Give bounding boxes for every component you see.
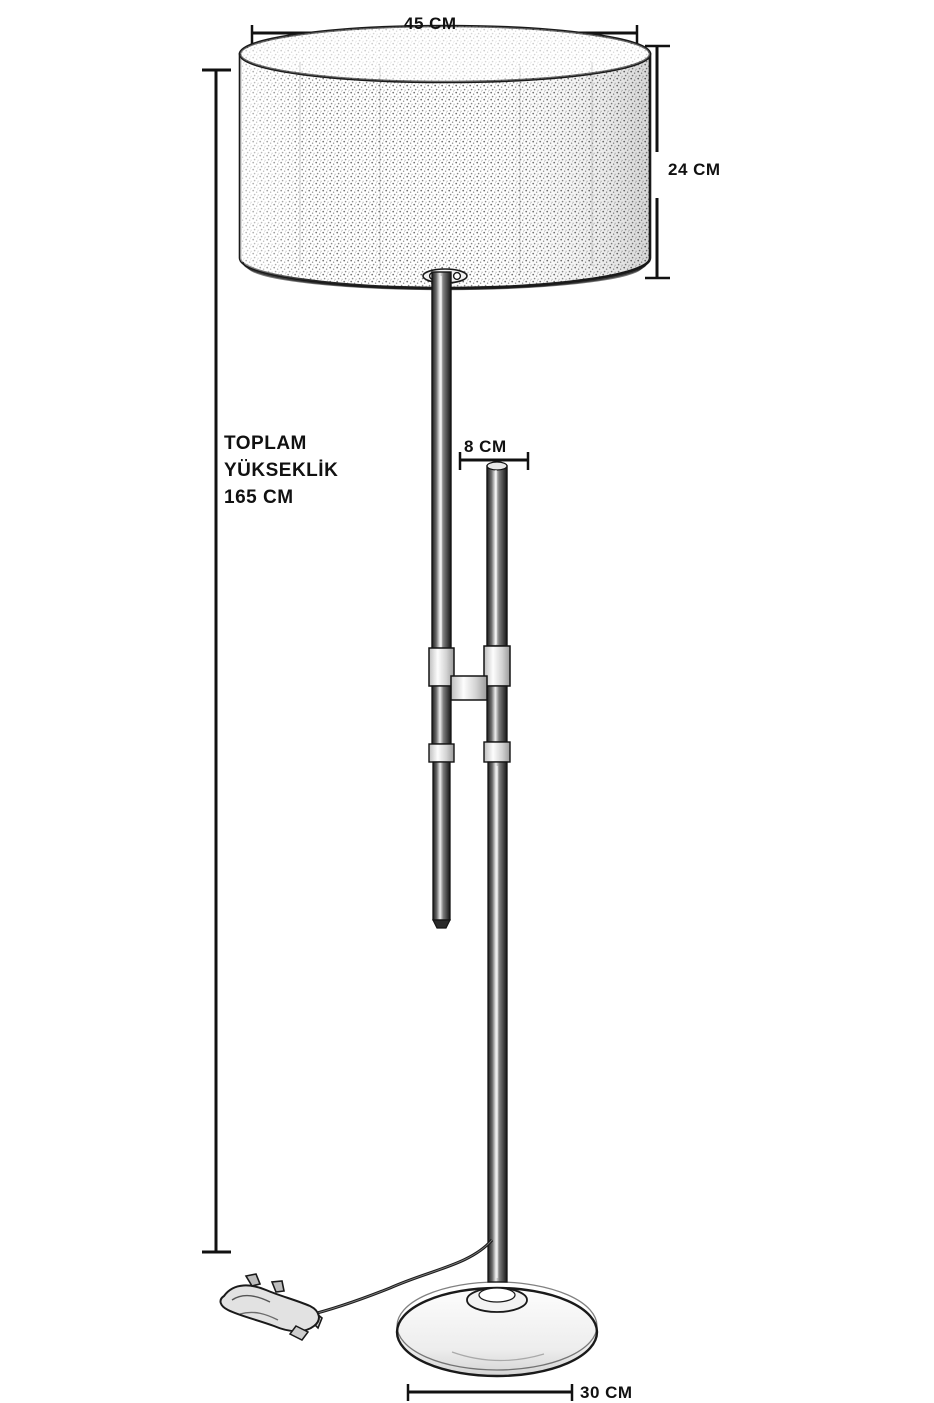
lamp-base bbox=[397, 1282, 597, 1376]
label-rod-offset: 8 CM bbox=[464, 437, 507, 456]
lamp-rod-left bbox=[429, 272, 454, 928]
label-total-height bbox=[224, 430, 338, 511]
lamp-shade bbox=[240, 26, 650, 290]
power-plug bbox=[221, 1274, 322, 1340]
dimension-total-height bbox=[202, 70, 231, 1252]
label-total-height-line3: 165 CM bbox=[224, 487, 294, 508]
label-total-height-line2: YÜKSEKLİK bbox=[224, 460, 339, 481]
rod-crossbar bbox=[451, 676, 487, 700]
label-shade-height: 24 CM bbox=[668, 160, 721, 179]
label-base-diameter: 30 CM bbox=[580, 1383, 633, 1402]
dimension-base-diameter bbox=[408, 1384, 572, 1401]
label-shade-width: 45 CM bbox=[404, 14, 457, 33]
label-total-height-line1: TOPLAM bbox=[224, 433, 307, 454]
lamp-rod-right bbox=[484, 462, 510, 1282]
